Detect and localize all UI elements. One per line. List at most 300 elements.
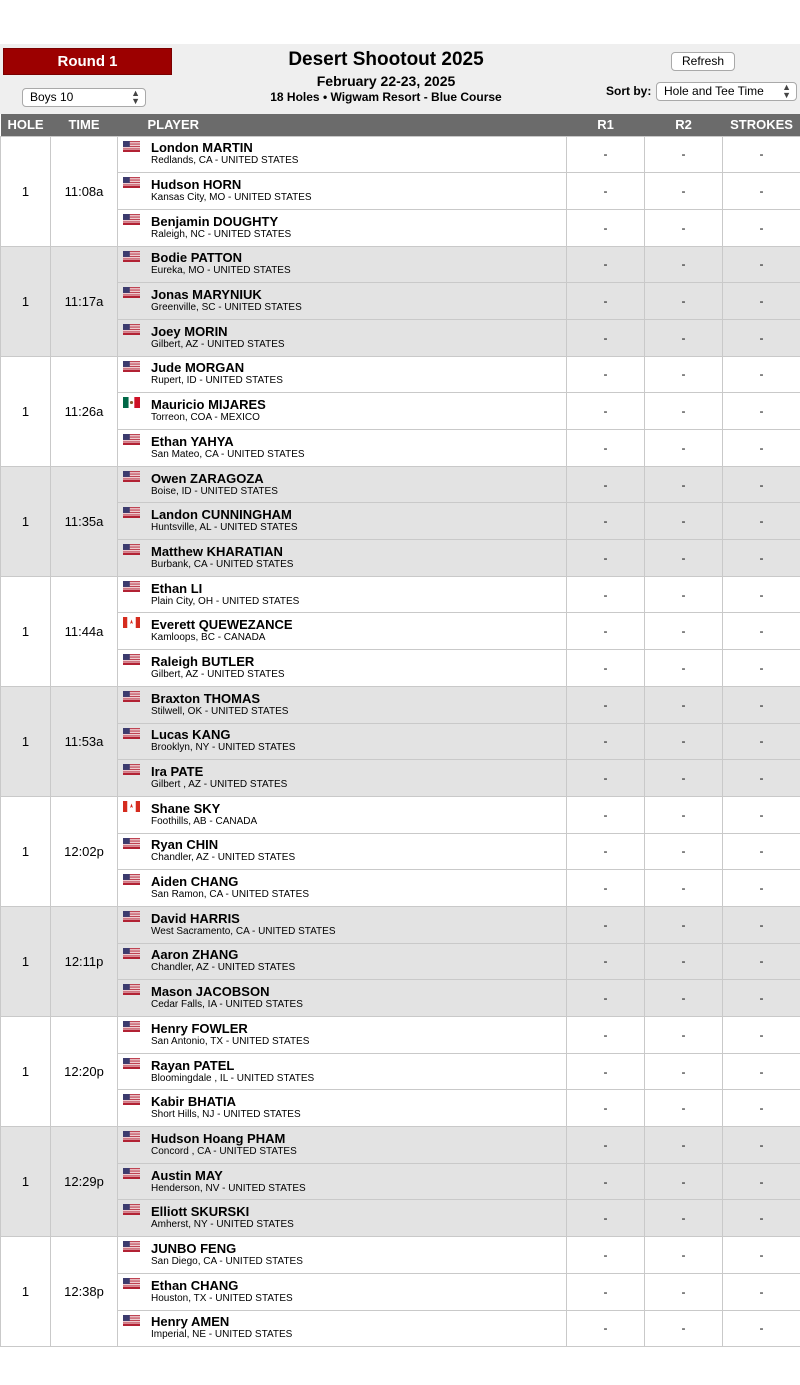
strokes-score: - (723, 246, 800, 283)
us-flag-icon (123, 251, 140, 262)
tee-time-cell: 11:17a (51, 246, 118, 356)
column-header-r2[interactable]: R2 (645, 114, 723, 136)
strokes-score: - (723, 1090, 800, 1127)
us-flag-icon (123, 581, 140, 592)
player-location: Greenville, SC - UNITED STATES (151, 302, 302, 314)
r2-score: - (645, 393, 723, 430)
player-cell[interactable] (118, 1163, 567, 1200)
player-cell[interactable] (118, 1237, 567, 1274)
player-location: San Diego, CA - UNITED STATES (151, 1255, 303, 1267)
us-flag-icon (123, 948, 140, 959)
player-location: Short Hills, NJ - UNITED STATES (151, 1109, 301, 1121)
r1-score: - (567, 686, 645, 723)
page-header (0, 44, 800, 114)
table-row (1, 760, 800, 797)
select-arrows-icon: ▲ ▼ (131, 88, 140, 106)
player-name[interactable]: Elliott SKURSKI (151, 1204, 250, 1220)
table-row (1, 393, 800, 430)
player-location: Concord , CA - UNITED STATES (151, 1145, 297, 1157)
r2-score: - (645, 1163, 723, 1200)
tee-time-cell: 12:29p (51, 1127, 118, 1237)
player-cell[interactable] (118, 503, 567, 540)
table-row (1, 686, 800, 723)
player-location: Houston, TX - UNITED STATES (151, 1292, 293, 1304)
r2-score: - (645, 503, 723, 540)
player-location: Gilbert, AZ - UNITED STATES (151, 338, 285, 350)
player-name[interactable]: Hudson HORN (151, 177, 242, 193)
player-location: Cedar Falls, IA - UNITED STATES (151, 999, 303, 1011)
table-header-row (1, 114, 800, 136)
us-flag-icon (123, 1131, 140, 1142)
r1-score: - (567, 1200, 645, 1237)
r2-score: - (645, 870, 723, 907)
player-cell[interactable] (118, 356, 567, 393)
table-row (1, 1273, 800, 1310)
table-row (1, 723, 800, 760)
player-cell[interactable] (118, 1017, 567, 1054)
strokes-score: - (723, 686, 800, 723)
table-row (1, 1200, 800, 1237)
player-name[interactable]: Benjamin DOUGHTY (151, 213, 279, 229)
strokes-score: - (723, 540, 800, 577)
player-cell[interactable] (118, 796, 567, 833)
round-tab[interactable]: Round 1 (3, 48, 172, 75)
strokes-score: - (723, 760, 800, 797)
table-row (1, 1163, 800, 1200)
strokes-score: - (723, 1127, 800, 1164)
player-location: Bloomingdale , IL - UNITED STATES (151, 1072, 315, 1084)
table-row (1, 503, 800, 540)
player-name[interactable]: Aaron ZHANG (151, 947, 239, 963)
player-cell[interactable] (118, 760, 567, 797)
hole-cell: 1 (1, 576, 51, 686)
us-flag-icon (123, 1204, 140, 1215)
player-location: Boise, ID - UNITED STATES (151, 485, 278, 497)
r1-score: - (567, 796, 645, 833)
player-cell[interactable] (118, 283, 567, 320)
r2-score: - (645, 430, 723, 467)
r2-score: - (645, 1127, 723, 1164)
strokes-score: - (723, 356, 800, 393)
r1-score: - (567, 319, 645, 356)
player-location: Chandler, AZ - UNITED STATES (151, 962, 296, 974)
player-cell[interactable] (118, 1127, 567, 1164)
tee-times-table (0, 114, 800, 1347)
strokes-score: - (723, 1200, 800, 1237)
column-header-hole[interactable]: HOLE (1, 114, 51, 136)
r1-score: - (567, 870, 645, 907)
player-name[interactable]: Lucas KANG (151, 727, 231, 743)
player-cell[interactable] (118, 906, 567, 943)
player-cell[interactable] (118, 1053, 567, 1090)
table-row (1, 1310, 800, 1347)
division-select-value: Boys 10 (30, 90, 74, 104)
r1-score: - (567, 1310, 645, 1347)
us-flag-icon (123, 324, 140, 335)
table-row (1, 246, 800, 283)
us-flag-icon (123, 838, 140, 849)
player-location: Chandler, AZ - UNITED STATES (151, 852, 296, 864)
hole-cell: 1 (1, 686, 51, 796)
player-location: San Mateo, CA - UNITED STATES (151, 448, 305, 460)
player-location: Stilwell, OK - UNITED STATES (151, 705, 289, 717)
strokes-score: - (723, 319, 800, 356)
r2-score: - (645, 540, 723, 577)
r2-score: - (645, 760, 723, 797)
tee-time-cell: 11:08a (51, 136, 118, 246)
player-location: Redlands, CA - UNITED STATES (151, 155, 299, 167)
us-flag-icon (123, 1278, 140, 1289)
r2-score: - (645, 136, 723, 173)
r2-score: - (645, 1017, 723, 1054)
player-name[interactable]: Kabir BHATIA (151, 1094, 236, 1110)
us-flag-icon (123, 471, 140, 482)
player-cell[interactable] (118, 723, 567, 760)
table-row (1, 980, 800, 1017)
player-location: Huntsville, AL - UNITED STATES (151, 522, 298, 534)
tee-time-cell: 12:20p (51, 1017, 118, 1127)
strokes-score: - (723, 209, 800, 246)
player-cell[interactable] (118, 393, 567, 430)
table-row (1, 796, 800, 833)
player-name[interactable]: London MARTIN (151, 140, 253, 156)
table-row (1, 650, 800, 687)
hole-cell: 1 (1, 356, 51, 466)
player-name[interactable]: Rayan PATEL (151, 1057, 235, 1073)
us-flag-icon (123, 214, 140, 225)
tee-time-cell: 12:38p (51, 1237, 118, 1347)
r2-score: - (645, 246, 723, 283)
player-name[interactable]: Henry AMEN (151, 1314, 230, 1330)
strokes-score: - (723, 283, 800, 320)
us-flag-icon (123, 287, 140, 298)
us-flag-icon (123, 507, 140, 518)
player-name[interactable]: JUNBO FENG (151, 1240, 237, 1256)
table-row (1, 356, 800, 393)
player-name[interactable]: Ethan YAHYA (151, 433, 234, 449)
strokes-score: - (723, 796, 800, 833)
table-row (1, 540, 800, 577)
player-cell[interactable] (118, 980, 567, 1017)
player-name[interactable]: Ira PATE (151, 764, 204, 780)
player-location: Imperial, NE - UNITED STATES (151, 1329, 293, 1341)
player-cell[interactable] (118, 319, 567, 356)
r1-score: - (567, 723, 645, 760)
table-row (1, 613, 800, 650)
r1-score: - (567, 1053, 645, 1090)
r1-score: - (567, 650, 645, 687)
player-cell[interactable] (118, 576, 567, 613)
tee-time-cell: 11:35a (51, 466, 118, 576)
player-location: Raleigh, NC - UNITED STATES (151, 228, 292, 240)
player-name[interactable]: Hudson Hoang PHAM (151, 1130, 286, 1146)
r1-score: - (567, 576, 645, 613)
player-location: Gilbert, AZ - UNITED STATES (151, 668, 285, 680)
player-name[interactable]: Ryan CHIN (151, 837, 219, 853)
tee-time-cell: 12:02p (51, 796, 118, 906)
strokes-score: - (723, 136, 800, 173)
player-name[interactable]: Joey MORIN (151, 323, 228, 339)
strokes-score: - (723, 466, 800, 503)
strokes-score: - (723, 1310, 800, 1347)
r1-score: - (567, 760, 645, 797)
page-title: Desert Shootout 2025 (288, 49, 484, 70)
division-select[interactable] (22, 88, 146, 107)
r1-score: - (567, 136, 645, 173)
r1-score: - (567, 466, 645, 503)
table-body (1, 136, 800, 1347)
table-row (1, 319, 800, 356)
player-name[interactable]: Everett QUEWEZANCE (151, 617, 293, 633)
r1-score: - (567, 209, 645, 246)
r2-score: - (645, 613, 723, 650)
r2-score: - (645, 1237, 723, 1274)
r1-score: - (567, 430, 645, 467)
table-row (1, 1053, 800, 1090)
r2-score: - (645, 723, 723, 760)
r2-score: - (645, 980, 723, 1017)
column-header-player[interactable]: PLAYER (118, 114, 567, 136)
r1-score: - (567, 943, 645, 980)
table-row (1, 173, 800, 210)
r1-score: - (567, 613, 645, 650)
strokes-score: - (723, 1163, 800, 1200)
player-cell[interactable] (118, 650, 567, 687)
r1-score: - (567, 393, 645, 430)
r2-score: - (645, 796, 723, 833)
column-header-time[interactable]: TIME (51, 114, 118, 136)
us-flag-icon (123, 984, 140, 995)
r2-score: - (645, 173, 723, 210)
player-location: West Sacramento, CA - UNITED STATES (151, 925, 336, 937)
r1-score: - (567, 540, 645, 577)
strokes-score: - (723, 576, 800, 613)
hole-cell: 1 (1, 246, 51, 356)
table-row (1, 943, 800, 980)
r2-score: - (645, 650, 723, 687)
player-location: San Antonio, TX - UNITED STATES (151, 1035, 310, 1047)
player-cell[interactable] (118, 136, 567, 173)
r1-score: - (567, 1017, 645, 1054)
strokes-score: - (723, 980, 800, 1017)
us-flag-icon (123, 654, 140, 665)
r2-score: - (645, 356, 723, 393)
player-name[interactable]: Landon CUNNINGHAM (151, 507, 292, 523)
r1-score: - (567, 356, 645, 393)
player-cell[interactable] (118, 870, 567, 907)
player-cell[interactable] (118, 613, 567, 650)
player-location: Brooklyn, NY - UNITED STATES (151, 742, 296, 754)
player-name[interactable]: Jude MORGAN (151, 360, 245, 376)
player-name[interactable]: Ethan CHANG (151, 1277, 239, 1293)
refresh-button[interactable]: Refresh (671, 52, 735, 71)
player-cell[interactable] (118, 430, 567, 467)
r2-score: - (645, 209, 723, 246)
r1-score: - (567, 1163, 645, 1200)
player-location: Rupert, ID - UNITED STATES (151, 375, 283, 387)
strokes-score: - (723, 1237, 800, 1274)
r1-score: - (567, 173, 645, 210)
player-location: Plain City, OH - UNITED STATES (151, 595, 300, 607)
player-cell[interactable] (118, 943, 567, 980)
player-cell[interactable] (118, 1273, 567, 1310)
us-flag-icon (123, 1021, 140, 1032)
player-location: San Ramon, CA - UNITED STATES (151, 889, 310, 901)
us-flag-icon (123, 1094, 140, 1105)
ca-flag-icon (123, 801, 140, 812)
player-location: Gilbert , AZ - UNITED STATES (151, 779, 288, 791)
player-name[interactable]: Shane SKY (151, 800, 221, 816)
strokes-score: - (723, 1053, 800, 1090)
strokes-score: - (723, 870, 800, 907)
player-location: Kamloops, BC - CANADA (151, 632, 266, 644)
player-name[interactable]: Owen ZARAGOZA (151, 470, 264, 486)
sort-select-value: Hole and Tee Time (664, 84, 764, 98)
table-row (1, 833, 800, 870)
table-row (1, 209, 800, 246)
column-header-r1[interactable]: R1 (567, 114, 645, 136)
player-location: Burbank, CA - UNITED STATES (151, 558, 294, 570)
player-cell[interactable] (118, 833, 567, 870)
strokes-score: - (723, 906, 800, 943)
strokes-score: - (723, 1273, 800, 1310)
player-name[interactable]: Mauricio MIJARES (151, 397, 266, 413)
hole-cell: 1 (1, 136, 51, 246)
tee-time-cell: 12:11p (51, 906, 118, 1016)
r1-score: - (567, 1237, 645, 1274)
r2-score: - (645, 906, 723, 943)
table-row (1, 1017, 800, 1054)
player-location: Kansas City, MO - UNITED STATES (151, 192, 312, 204)
r2-score: - (645, 1273, 723, 1310)
sort-label: Sort by: (606, 84, 652, 98)
us-flag-icon (123, 1168, 140, 1179)
strokes-score: - (723, 503, 800, 540)
player-cell[interactable] (118, 246, 567, 283)
table-row (1, 283, 800, 320)
hole-cell: 1 (1, 1017, 51, 1127)
player-name[interactable]: Aiden CHANG (151, 874, 239, 890)
player-cell[interactable] (118, 173, 567, 210)
player-cell[interactable] (118, 686, 567, 723)
select-arrows-icon: ▲ ▼ (782, 82, 791, 100)
r1-score: - (567, 503, 645, 540)
r1-score: - (567, 1273, 645, 1310)
strokes-score: - (723, 723, 800, 760)
table-row (1, 430, 800, 467)
strokes-score: - (723, 833, 800, 870)
sort-select[interactable] (656, 82, 797, 101)
event-dates: February 22-23, 2025 (316, 73, 456, 89)
strokes-score: - (723, 943, 800, 980)
r1-score: - (567, 833, 645, 870)
player-name[interactable]: Raleigh BUTLER (151, 653, 255, 669)
player-location: Amherst, NY - UNITED STATES (151, 1219, 294, 1231)
strokes-score: - (723, 173, 800, 210)
table-row (1, 1127, 800, 1164)
player-name[interactable]: Jonas MARYNIUK (151, 287, 262, 303)
us-flag-icon (123, 141, 140, 152)
strokes-score: - (723, 430, 800, 467)
us-flag-icon (123, 728, 140, 739)
r2-score: - (645, 466, 723, 503)
player-cell[interactable] (118, 1310, 567, 1347)
r1-score: - (567, 246, 645, 283)
table-row (1, 1237, 800, 1274)
ca-flag-icon (123, 617, 140, 628)
tee-time-cell: 11:44a (51, 576, 118, 686)
table-row (1, 576, 800, 613)
player-name[interactable]: Austin MAY (151, 1167, 223, 1183)
player-cell[interactable] (118, 209, 567, 246)
player-name[interactable]: Braxton THOMAS (151, 690, 261, 706)
us-flag-icon (123, 434, 140, 445)
us-flag-icon (123, 177, 140, 188)
r1-score: - (567, 906, 645, 943)
hole-cell: 1 (1, 906, 51, 1016)
strokes-score: - (723, 650, 800, 687)
player-cell[interactable] (118, 1090, 567, 1127)
player-name[interactable]: Mason JACOBSON (151, 984, 270, 1000)
us-flag-icon (123, 764, 140, 775)
title-block (186, 48, 586, 105)
r2-score: - (645, 576, 723, 613)
mx-flag-icon (123, 397, 140, 408)
player-name[interactable]: Ethan LI (151, 580, 203, 596)
us-flag-icon (123, 361, 140, 372)
us-flag-icon (123, 1058, 140, 1069)
r1-score: - (567, 283, 645, 320)
strokes-score: - (723, 1017, 800, 1054)
player-name[interactable]: Henry FOWLER (151, 1020, 248, 1036)
table-row (1, 466, 800, 503)
r2-score: - (645, 1053, 723, 1090)
r2-score: - (645, 833, 723, 870)
player-name[interactable]: Matthew KHARATIAN (151, 543, 283, 559)
tee-time-cell: 11:26a (51, 356, 118, 466)
table-row (1, 870, 800, 907)
player-cell[interactable] (118, 1200, 567, 1237)
r2-score: - (645, 319, 723, 356)
r2-score: - (645, 943, 723, 980)
player-location: Torreon, COA - MEXICO (151, 412, 260, 424)
table-row (1, 1090, 800, 1127)
r1-score: - (567, 1090, 645, 1127)
tee-time-cell: 11:53a (51, 686, 118, 796)
player-name[interactable]: Bodie PATTON (151, 250, 242, 266)
player-cell[interactable] (118, 540, 567, 577)
player-location: Eureka, MO - UNITED STATES (151, 265, 291, 277)
table-row (1, 906, 800, 943)
us-flag-icon (123, 874, 140, 885)
r1-score: - (567, 1127, 645, 1164)
hole-cell: 1 (1, 1127, 51, 1237)
r2-score: - (645, 283, 723, 320)
us-flag-icon (123, 691, 140, 702)
r2-score: - (645, 1090, 723, 1127)
player-cell[interactable] (118, 466, 567, 503)
player-location: Foothills, AB - CANADA (151, 815, 258, 827)
us-flag-icon (123, 1315, 140, 1326)
column-header-strokes[interactable]: STROKES (723, 114, 800, 136)
r2-score: - (645, 1310, 723, 1347)
course-info: 18 Holes • Wigwam Resort - Blue Course (270, 90, 502, 104)
player-name[interactable]: David HARRIS (151, 910, 240, 926)
player-location: Henderson, NV - UNITED STATES (151, 1182, 306, 1194)
r2-score: - (645, 1200, 723, 1237)
hole-cell: 1 (1, 796, 51, 906)
us-flag-icon (123, 544, 140, 555)
